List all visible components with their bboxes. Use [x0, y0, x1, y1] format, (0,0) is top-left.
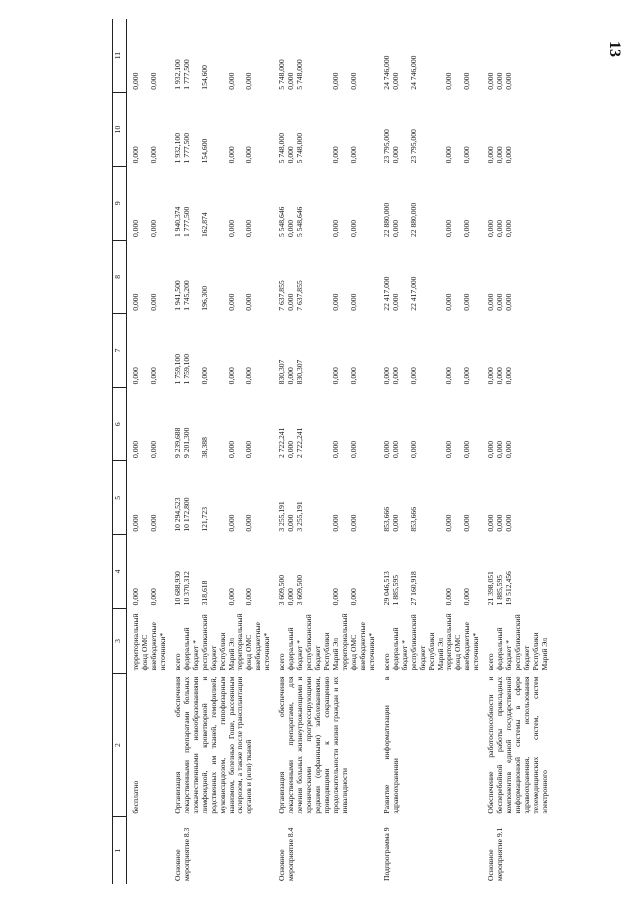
row-sources: всего федеральный бюджет * республиканский бюджет Республики Марий Эл — [486, 614, 549, 671]
row-values: 1 759,100 1 759,100 0,000 0,000 0,000 — [172, 353, 254, 385]
column-number: 9 — [113, 166, 127, 240]
column-number: 4 — [113, 535, 127, 609]
table-row — [273, 19, 377, 884]
row-name: Основное мероприятие 8.3 — [172, 827, 191, 881]
row-values: 0,000 0,000 0,000 — [486, 72, 514, 90]
row-values: 0,000 0,000 — [131, 146, 158, 164]
row-description: Обеспечение работоспособности и бесперебойной работы прикладных компонентов единой государственной информационной системы в сфере здравоохранения, использования телемедицинских систем, систем электронного — [486, 676, 549, 814]
column-number: 3 — [113, 608, 127, 673]
row-values: 0,000 0,000 — [131, 293, 158, 311]
table-row — [169, 19, 273, 884]
row-values: 10 688,930 10 370,312 318,618 0,000 0,000 — [172, 571, 254, 606]
column-number: 2 — [113, 674, 127, 817]
row-values: 1 932,100 1 777,500 154,600 0,000 0,000 — [172, 59, 254, 90]
row-values: 9 239,688 9 201,300 38,388 0,000 0,000 — [172, 427, 254, 458]
column-number: 6 — [113, 387, 127, 461]
table-row — [482, 19, 551, 884]
row-values: 0,000 0,000 0,000 — [486, 146, 514, 164]
row-sources: территориальный фонд ОМС внебюджетные источники* — [131, 613, 167, 671]
row-values: 0,000 0,000 0,000 — [486, 514, 514, 532]
column-number: 8 — [113, 240, 127, 314]
table-row — [127, 19, 169, 884]
row-name: Основное мероприятие 8.4 — [277, 827, 296, 881]
column-number: 10 — [113, 93, 127, 167]
row-values: 0,000 0,000 0,000 — [486, 367, 514, 385]
row-name — [127, 817, 169, 884]
row-values: 3 255,191 0,000 3 255,191 0,000 0,000 — [277, 501, 358, 532]
row-description: Организация обеспечения лекарственными препаратами больных злокачественными новообразованиями лимфоидной, кроветворной и родственных им тканей, гемофилией, муковисцидозом, гипофизарным нанизмом, болезнью Гоше, рассеянным склерозом, а также после трансплантации органов и (или) тканей — [172, 676, 254, 814]
row-values: 23 795,000 0,000 23 795,000 0,000 0,000 — [381, 129, 472, 164]
row-values: 21 398,051 1 885,595 19 512,456 — [486, 571, 514, 606]
table-row — [378, 19, 482, 884]
row-values: 0,000 0,000 — [131, 219, 158, 238]
column-number: 7 — [113, 314, 127, 388]
row-name: Подпрограмма 9 — [381, 827, 391, 881]
row-values: 5 748,000 0,000 5 748,000 0,000 0,000 — [277, 133, 358, 164]
column-number-row — [113, 19, 127, 884]
row-values: 853,666 0,000 853,666 0,000 0,000 — [381, 506, 472, 532]
row-values: 1 940,374 1 777,500 162,874 0,000 0,000 — [172, 206, 254, 238]
row-values: 0,000 0,000 — [131, 588, 158, 606]
row-values: 0,000 0,000 0,000 — [486, 440, 514, 458]
column-number: 11 — [113, 19, 127, 93]
row-values: 0,000 0,000 — [131, 72, 158, 90]
row-sources: всего федеральный бюджет * республиканский бюджет Республики Марий Эл территориальный фонд ОМС внебюджетные источники* — [172, 613, 272, 671]
row-values: 1 941,500 1 745,200 196,300 0,000 0,000 — [172, 280, 254, 311]
row-description: Развитие информатизации в здравоохранении — [381, 676, 400, 814]
row-values: 0,000 0,000 — [131, 367, 158, 385]
row-description: бесплатно — [131, 780, 140, 814]
row-values: 830,307 0,000 830,307 0,000 0,000 — [277, 359, 358, 385]
row-values: 24 746,000 0,000 24 746,000 0,000 0,000 — [381, 55, 472, 90]
row-values: 22 417,000 0,000 22 417,000 0,000 0,000 — [381, 276, 472, 311]
row-values: 0,000 0,000 0,000 0,000 0,000 — [381, 367, 472, 385]
row-values: 2 722,241 0,000 2 722,241 0,000 0,000 — [277, 427, 358, 458]
row-values: 5 748,000 0,000 5 748,000 0,000 0,000 — [277, 59, 358, 90]
column-number: 5 — [113, 461, 127, 535]
row-description: Организация обеспечения лекарственными препаратами, для лечения больных жизнеугрожающими и хроническими прогрессирующими редкими (орфанными) заболеваниями, приводящими к сокращению продолжительности жизни граждан и их инвалидности — [277, 676, 349, 814]
row-values: 29 046,513 1 885,595 27 160,918 0,000 0,000 — [381, 571, 472, 606]
row-values: 10 294,523 10 172,800 121,723 0,000 0,000 — [172, 497, 254, 532]
row-sources: всего федеральный бюджет * республиканский бюджет Республики Марий Эл территориальный фонд ОМС внебюджетные источники* — [277, 613, 376, 671]
table-body — [127, 19, 551, 884]
row-values: 1 932,100 1 777,500 154,600 0,000 0,000 — [172, 133, 254, 164]
row-values: 3 609,500 0,000 3 609,500 0,000 0,000 — [277, 574, 358, 606]
row-values: 0,000 0,000 0,000 — [486, 293, 514, 311]
column-number: 1 — [113, 817, 127, 884]
rotated-table-container — [112, 19, 640, 884]
row-values: 0,000 0,000 — [131, 514, 158, 532]
row-values: 22 880,000 0,000 22 880,000 0,000 0,000 — [381, 202, 472, 238]
budget-table — [112, 19, 551, 884]
row-values: 0,000 0,000 0,000 — [486, 219, 514, 238]
row-values: 0,000 0,000 0,000 0,000 0,000 — [381, 440, 472, 458]
row-values: 7 637,855 0,000 7 637,855 0,000 0,000 — [277, 280, 358, 311]
row-name: Основное мероприятие 9.1 — [486, 827, 505, 881]
row-values: 5 548,646 0,000 5 548,646 0,000 0,000 — [277, 206, 358, 238]
row-sources: всего федеральный бюджет * республиканский бюджет Республики Марий Эл территориальный фонд ОМС внебюджетные источники* — [381, 613, 481, 671]
page-number: 13 — [606, 41, 623, 57]
row-values: 0,000 0,000 — [131, 440, 158, 458]
